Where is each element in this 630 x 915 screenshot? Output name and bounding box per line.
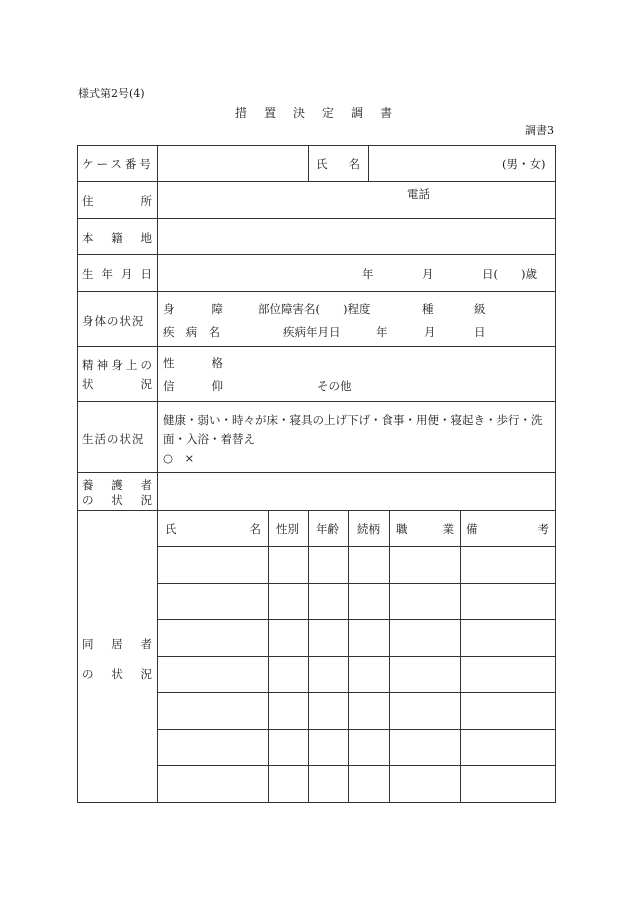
domicile-label-char: 地 bbox=[140, 231, 152, 245]
title-char: 措 bbox=[235, 106, 248, 120]
phone-label: 電話 bbox=[407, 187, 430, 201]
mental-label-char: 身 bbox=[111, 358, 123, 372]
domicile-label bbox=[82, 230, 152, 246]
mental-condition-label-bottom bbox=[82, 376, 152, 392]
physical-condition-label: 身体の状況 bbox=[82, 314, 145, 328]
col-header-char: 備 bbox=[466, 522, 478, 536]
daily-life-marks: ○ × bbox=[163, 451, 195, 465]
case-number-field[interactable] bbox=[158, 146, 308, 181]
guardian-label-char: 者 bbox=[140, 478, 152, 492]
cohabitants-label-char: 況 bbox=[140, 667, 152, 681]
belief-label bbox=[163, 378, 223, 394]
domicile-label-char: 籍 bbox=[111, 231, 123, 245]
personality-label bbox=[163, 355, 223, 371]
birth-year-unit: 年 bbox=[362, 267, 374, 281]
title-char: 置 bbox=[264, 106, 277, 120]
col-header-name bbox=[165, 521, 261, 537]
illness-name-label-char: 病 bbox=[185, 325, 198, 339]
name-label-char: 名 bbox=[348, 157, 360, 171]
cohabitant-row[interactable] bbox=[158, 547, 555, 583]
daily-life-label: 生活の状況 bbox=[82, 432, 145, 446]
address-field[interactable] bbox=[158, 182, 555, 218]
illness-date-label: 疾病年月日 bbox=[283, 325, 341, 339]
cohabitants-label-char: の bbox=[82, 667, 94, 681]
title-char: 定 bbox=[322, 106, 335, 120]
col-header-char: 名 bbox=[249, 522, 261, 536]
other-label: その他 bbox=[317, 379, 352, 393]
col-header-relation: 続柄 bbox=[357, 522, 380, 536]
guardian-field[interactable] bbox=[158, 473, 555, 510]
illness-name-label bbox=[163, 324, 220, 340]
guardian-label-char: の bbox=[82, 493, 94, 507]
col-header-char: 職 bbox=[396, 522, 408, 536]
cohabitant-row[interactable] bbox=[158, 584, 555, 619]
birth-date-label-char: 月 bbox=[121, 267, 133, 281]
col-header-remarks bbox=[466, 521, 549, 537]
mental-label-char: 神 bbox=[96, 358, 109, 372]
cohabitants-label-char: 状 bbox=[111, 667, 123, 681]
cohabitant-row[interactable] bbox=[158, 620, 555, 656]
guardian-label-char: 養 bbox=[82, 478, 94, 492]
col-header-char: 業 bbox=[442, 522, 454, 536]
cohabitants-label-char: 同 bbox=[82, 637, 94, 651]
disability-part-label: 部位障害名( )程度 bbox=[258, 302, 371, 316]
cohabitants-label-char: 居 bbox=[111, 637, 123, 651]
mental-label-char: 上 bbox=[125, 358, 138, 372]
disability-label bbox=[163, 301, 223, 317]
grade-kind-label: 種 bbox=[422, 302, 434, 316]
name-label-char: 氏 bbox=[316, 157, 328, 171]
col-header-char: 氏 bbox=[165, 522, 177, 536]
mental-label-char: 精 bbox=[82, 358, 94, 372]
birth-date-label-char: 年 bbox=[101, 267, 113, 281]
illness-name-label-char: 名 bbox=[208, 325, 220, 339]
daily-life-items-line1: 健康・弱い・時々が床・寝具の上げ下げ・食事・用便・寝起き・歩行・洗 bbox=[163, 413, 543, 427]
cohabitant-row[interactable] bbox=[158, 657, 555, 692]
birth-day-age-unit: 日( )歳 bbox=[482, 267, 537, 281]
birth-date-label-char: 日 bbox=[140, 267, 152, 281]
document-title bbox=[235, 104, 392, 121]
mental-label-char: の bbox=[140, 358, 152, 372]
title-char: 書 bbox=[380, 106, 393, 120]
cohabitants-label-char: 者 bbox=[140, 637, 152, 651]
birth-date-label-char: 生 bbox=[82, 267, 94, 281]
form-code: 調書3 bbox=[525, 124, 554, 137]
guardian-label-bottom bbox=[82, 492, 152, 508]
guardian-label-char: 況 bbox=[140, 493, 152, 507]
col-header-age: 年齢 bbox=[316, 522, 339, 536]
grade-label: 級 bbox=[474, 302, 486, 316]
guardian-label-top bbox=[82, 477, 152, 493]
birth-date-label bbox=[82, 266, 152, 282]
birth-month-unit: 月 bbox=[422, 267, 434, 281]
mental-label-char: 状 bbox=[82, 377, 94, 391]
sex-choice: (男・女) bbox=[502, 157, 546, 171]
illness-month-unit: 月 bbox=[424, 325, 436, 339]
col-header-char: 考 bbox=[537, 522, 549, 536]
mental-label-char: 況 bbox=[140, 377, 152, 391]
address-label-char: 住 bbox=[82, 194, 94, 208]
name-field[interactable] bbox=[369, 146, 497, 181]
personality-label-char: 格 bbox=[211, 356, 223, 370]
daily-life-items-line2: 面・入浴・着替え bbox=[163, 432, 255, 446]
domicile-field[interactable] bbox=[158, 219, 555, 254]
illness-name-label-char: 疾 bbox=[163, 325, 175, 339]
col-header-sex: 性別 bbox=[276, 522, 299, 536]
mental-condition-label-top bbox=[82, 357, 152, 373]
disability-label-char: 障 bbox=[211, 302, 223, 316]
disability-label-char: 身 bbox=[163, 302, 175, 316]
address-label bbox=[82, 193, 152, 209]
illness-year-unit: 年 bbox=[376, 325, 388, 339]
guardian-label-char: 護 bbox=[111, 478, 123, 492]
personality-label-char: 性 bbox=[163, 356, 175, 370]
title-char: 決 bbox=[293, 106, 306, 120]
address-label-char: 所 bbox=[140, 194, 152, 208]
name-label bbox=[316, 156, 360, 172]
title-char: 調 bbox=[351, 106, 364, 120]
cohabitant-row[interactable] bbox=[158, 730, 555, 765]
cohabitant-row[interactable] bbox=[158, 693, 555, 729]
form-number-label: 様式第2号(4) bbox=[78, 87, 145, 100]
guardian-label-char: 状 bbox=[111, 493, 123, 507]
cohabitant-row[interactable] bbox=[158, 766, 555, 802]
cohabitants-label-top bbox=[82, 636, 152, 652]
illness-day-unit: 日 bbox=[474, 325, 486, 339]
belief-label-char: 仰 bbox=[211, 379, 223, 393]
domicile-label-char: 本 bbox=[82, 231, 94, 245]
belief-label-char: 信 bbox=[163, 379, 175, 393]
col-header-occupation bbox=[396, 521, 454, 537]
cohabitants-label-bottom bbox=[82, 666, 152, 682]
case-number-label: ケース番号 bbox=[82, 157, 154, 171]
